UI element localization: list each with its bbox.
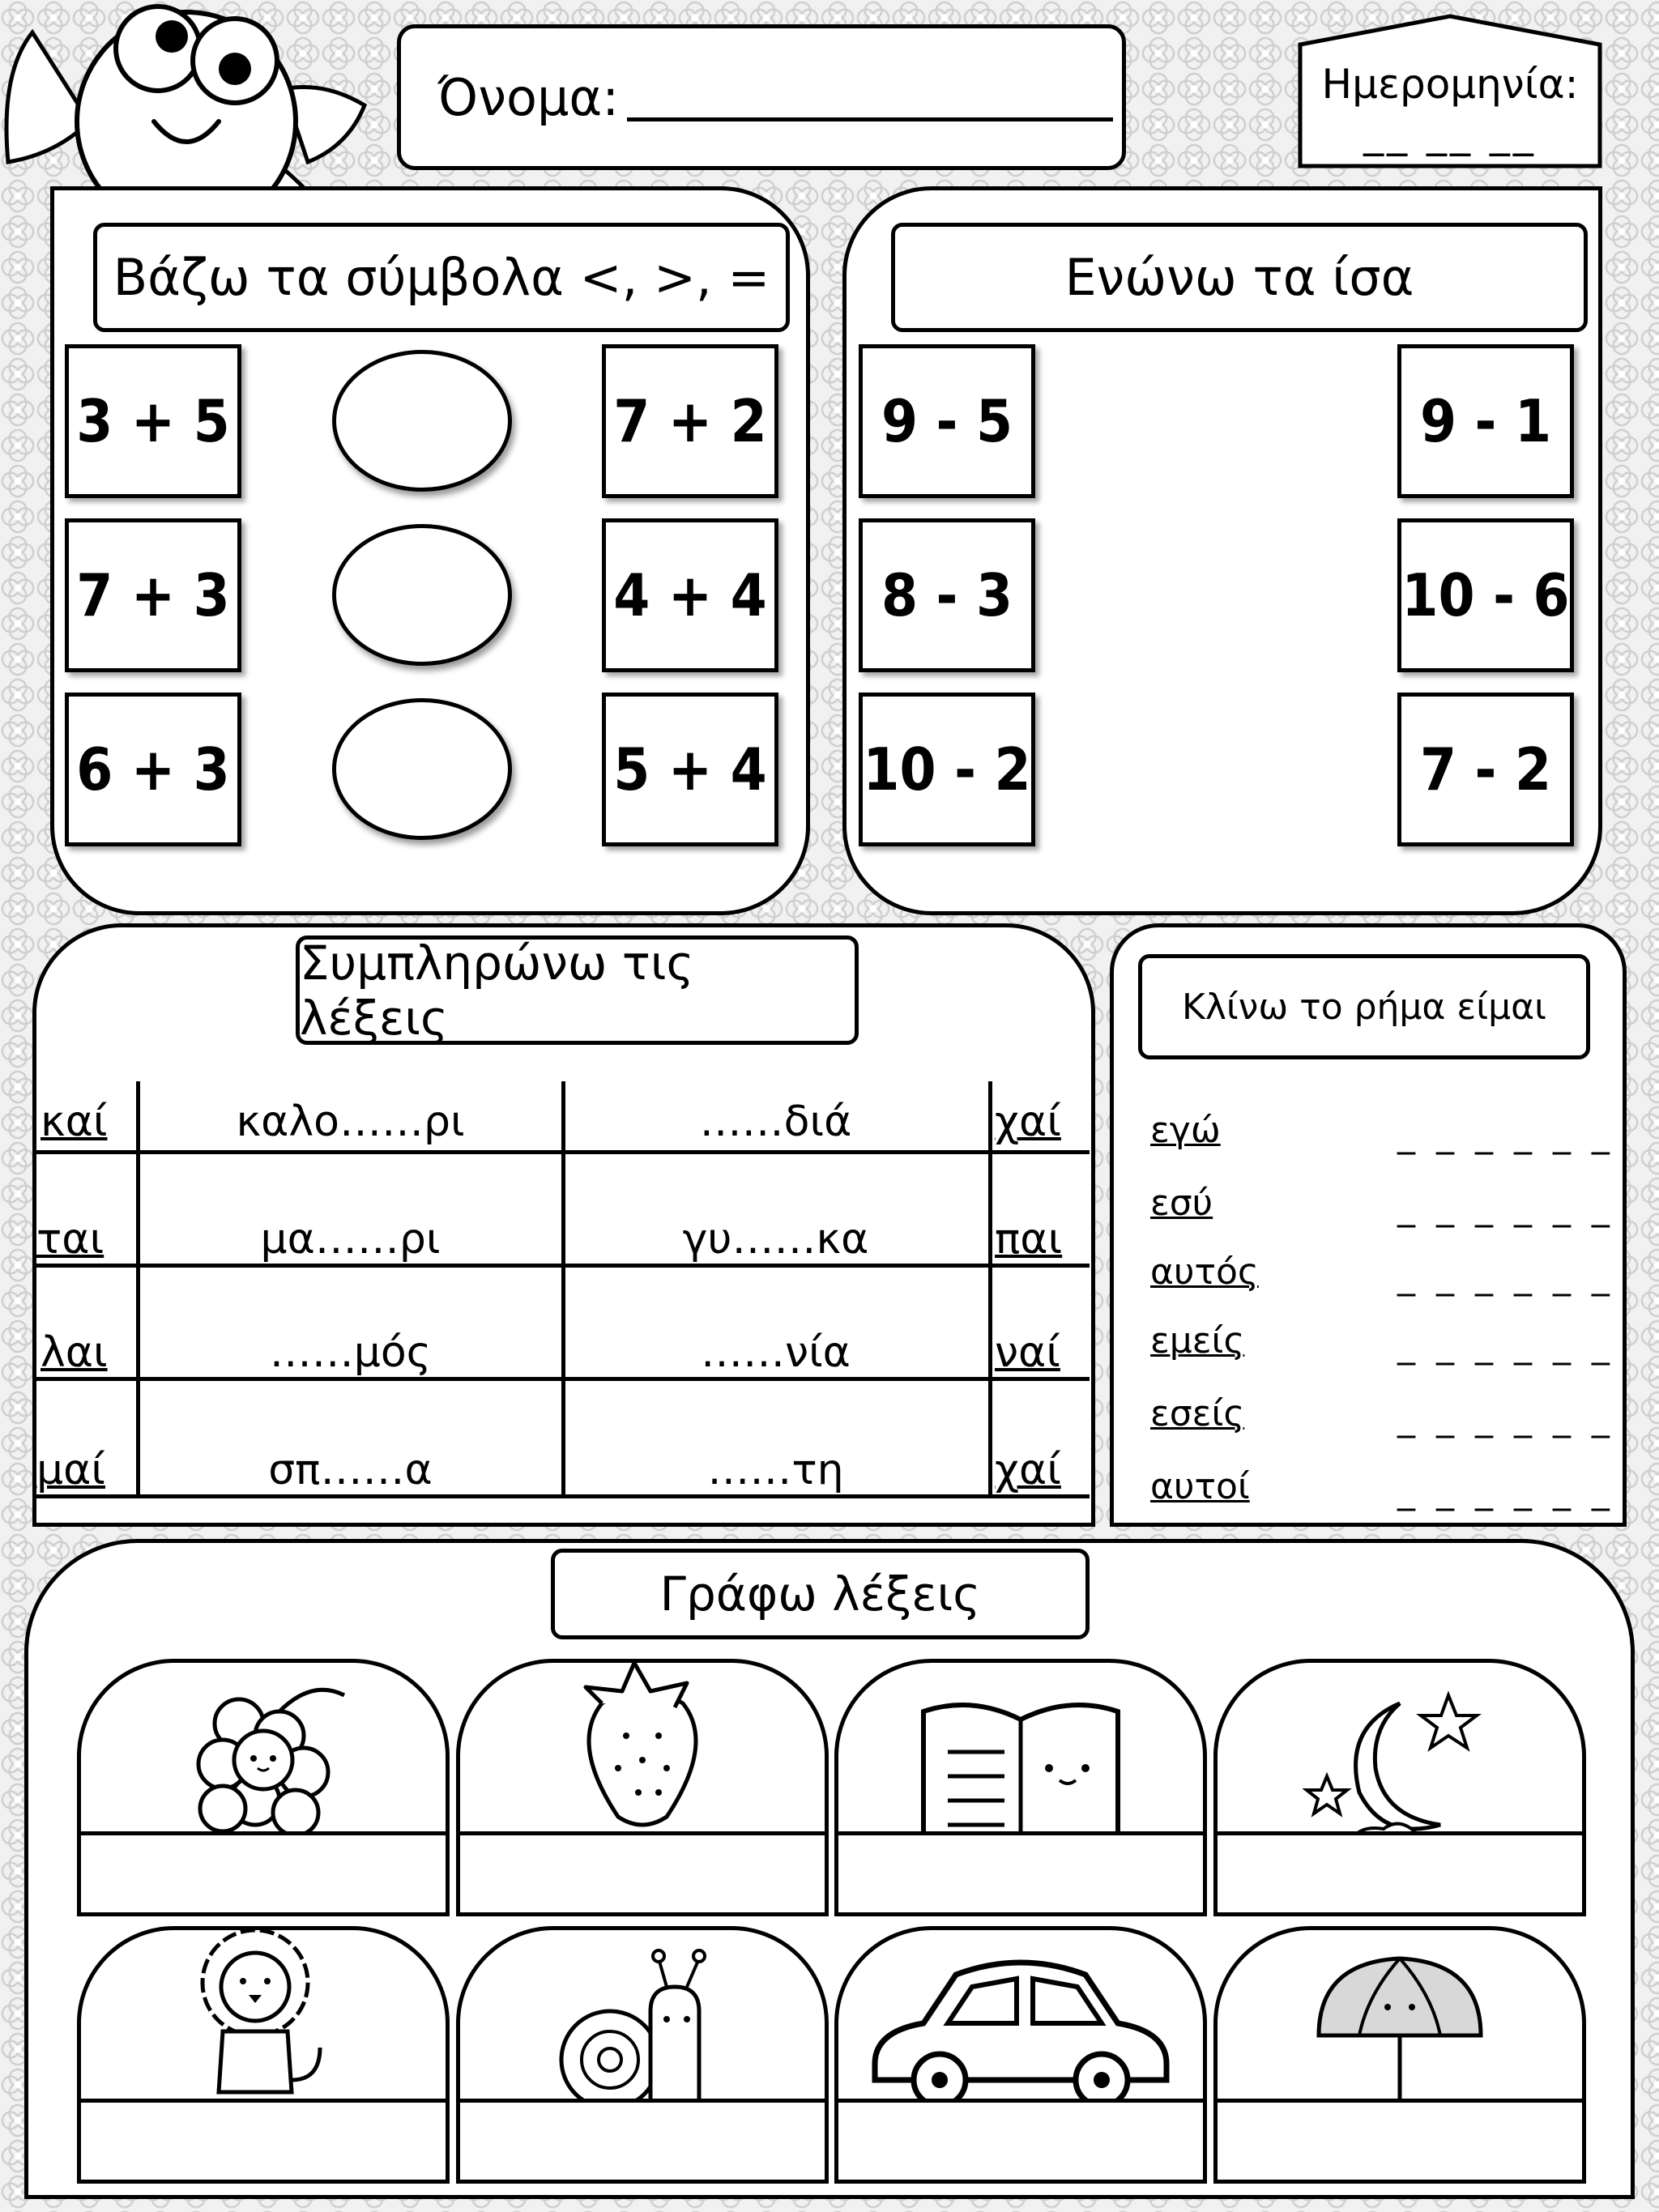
compare-left-3: 6 + 3 (65, 693, 241, 846)
row-line (36, 1377, 1090, 1381)
grapes-icon (174, 1679, 352, 1857)
word-card-lion[interactable] (77, 1926, 450, 2184)
pronoun: εμείς (1150, 1320, 1245, 1362)
pronoun: εγώ (1150, 1110, 1221, 1151)
syllable-right: χαί (995, 1446, 1061, 1494)
word-card-grapes[interactable] (77, 1659, 450, 1916)
row-line (36, 1264, 1090, 1268)
syllable-right: παι (995, 1215, 1063, 1264)
car-icon (859, 1942, 1183, 2112)
write-line[interactable] (838, 2099, 1203, 2180)
write-line[interactable] (1218, 1831, 1582, 1912)
verb-blank[interactable]: _ _ _ _ _ _ (1397, 1187, 1614, 1228)
verb-blank[interactable]: _ _ _ _ _ _ (1397, 1397, 1614, 1438)
compare-oval-2[interactable] (332, 524, 512, 666)
compare-oval-1[interactable] (332, 350, 512, 492)
divider (561, 1081, 565, 1494)
syllable-left: καί (41, 1097, 108, 1146)
word-card-strawberry[interactable] (456, 1659, 829, 1916)
moon-icon (1303, 1679, 1497, 1857)
word-card-snail[interactable] (456, 1926, 829, 2184)
word-blank[interactable]: ……τη (707, 1446, 844, 1494)
date-box[interactable] (1296, 12, 1604, 170)
verb-blank[interactable]: _ _ _ _ _ _ (1397, 1470, 1614, 1511)
date-blanks: __ __ __ (1363, 109, 1537, 156)
syllable-left: λαι (41, 1328, 108, 1377)
word-blank[interactable]: ……μός (269, 1328, 432, 1377)
pronoun: εσείς (1150, 1393, 1245, 1434)
verb-blank[interactable]: _ _ _ _ _ _ (1397, 1114, 1614, 1155)
word-blank[interactable]: μα……ρι (260, 1215, 441, 1264)
write-line[interactable] (838, 1831, 1203, 1912)
word-blank[interactable]: ……διά (699, 1097, 852, 1146)
divider (136, 1081, 140, 1494)
date-label: Ημερομηνία: (1321, 61, 1579, 108)
lion-icon (174, 1926, 352, 2104)
write-line[interactable] (81, 2099, 446, 2180)
pronoun: αυτός (1150, 1251, 1259, 1293)
name-line (627, 73, 1113, 121)
syllable-left: ται (36, 1215, 104, 1264)
complete-title: Συμπληρώνω τις λέξεις (296, 936, 859, 1045)
divider (988, 1081, 992, 1494)
umbrella-icon (1303, 1946, 1497, 2125)
word-card-moon[interactable] (1213, 1659, 1586, 1916)
write-line[interactable] (460, 1831, 825, 1912)
word-blank[interactable]: καλο……ρι (236, 1097, 465, 1146)
verb-title: Κλίνω το ρήμα είμαι (1138, 954, 1590, 1059)
match-left-3[interactable]: 10 - 2 (859, 693, 1035, 846)
match-title: Ενώνω τα ίσα (891, 223, 1588, 332)
match-right-1[interactable]: 9 - 1 (1397, 344, 1574, 498)
match-right-3[interactable]: 7 - 2 (1397, 693, 1574, 846)
strawberry-icon (553, 1659, 731, 1833)
syllable-right: χαί (995, 1097, 1061, 1146)
word-blank[interactable]: ……νία (701, 1328, 851, 1377)
compare-left-2: 7 + 3 (65, 518, 241, 672)
write-line[interactable] (1218, 2099, 1582, 2180)
name-box[interactable] (397, 24, 1126, 170)
word-blank[interactable]: σπ……α (268, 1446, 433, 1494)
compare-left-1: 3 + 5 (65, 344, 241, 498)
syllable-right: ναί (995, 1328, 1060, 1377)
compare-right-2: 4 + 4 (602, 518, 778, 672)
row-line (36, 1494, 1090, 1498)
verb-blank[interactable]: _ _ _ _ _ _ (1397, 1324, 1614, 1366)
match-left-2[interactable]: 8 - 3 (859, 518, 1035, 672)
verb-blank[interactable]: _ _ _ _ _ _ (1397, 1255, 1614, 1297)
word-card-book[interactable] (834, 1659, 1207, 1916)
write-line[interactable] (460, 2099, 825, 2180)
pronoun: εσύ (1150, 1183, 1213, 1224)
write-title: Γράφω λέξεις (551, 1549, 1090, 1639)
word-blank[interactable]: γυ……κα (682, 1215, 869, 1264)
word-card-car[interactable] (834, 1926, 1207, 2184)
match-left-1[interactable]: 9 - 5 (859, 344, 1035, 498)
compare-title: Βάζω τα σύμβολα <, >, = (93, 223, 790, 332)
pronoun: αυτοί (1150, 1466, 1250, 1507)
name-label: Όνομα: (437, 67, 620, 127)
syllable-left: μαί (36, 1446, 105, 1494)
compare-oval-3[interactable] (332, 698, 512, 840)
match-right-2[interactable]: 10 - 6 (1397, 518, 1574, 672)
compare-right-3: 5 + 4 (602, 693, 778, 846)
word-card-umbrella[interactable] (1213, 1926, 1586, 2184)
row-line (36, 1150, 1090, 1154)
compare-right-1: 7 + 2 (602, 344, 778, 498)
snail-icon (545, 1946, 740, 2125)
write-line[interactable] (81, 1831, 446, 1912)
